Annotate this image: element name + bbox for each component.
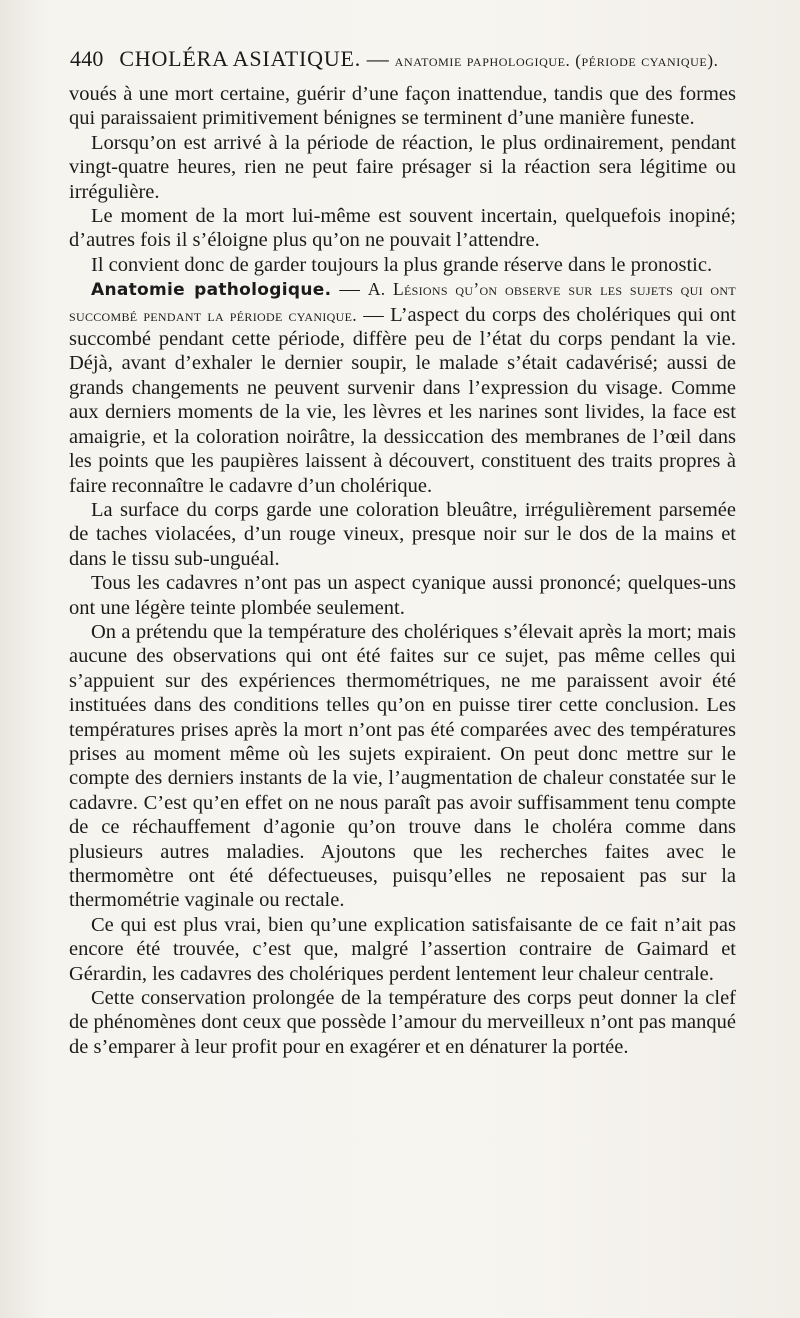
paragraph: Il convient donc de garder toujours la plus grande réserve dans le pronostic. [91, 253, 713, 276]
paragraph: On a prétendu que la température des cholériques s’élevait après la mort; mais aucune des observations qui ont été faites sur ce sujet, pas même celles qui s’appuient sur des expériences thermométriques, ne me paraissent avoir été instituées dans des conditions telles qu’on en puisse tirer cette conclusion. Les températures prises après la mort n’ont pas été comparées avec des températures prises au moment même où les sujets expiraient. On peut donc mettre sur le compte des derniers instants de la vie, l’augmentation de chaleur constatée sur le cadavre. C’est qu’en effet on ne nous paraît pas avoir suffisamment tenu compte de ce réchauffement d’agonie qu’on trouve dans le choléra comme dans plusieurs autres maladies. Ajoutons que les recherches faites avec le thermomètre ont été défectueuses, puisqu’elles ne reposaient pas sur la thermométrie vaginale ou rectale. [69, 620, 736, 912]
page-body [69, 82, 736, 1059]
page-number: 440 [70, 46, 104, 71]
section-title: Anatomie pathologique. [91, 280, 332, 301]
header-separator: — [366, 46, 389, 71]
section-dash: — [331, 278, 368, 301]
paragraph: Lorsqu’on est arrivé à la période de réaction, le plus ordinairement, pendant vingt-quatre heures, rien ne peut faire présager si la réaction sera légitime ou irrégulière. [69, 131, 736, 203]
header-subtitle: anatomie paphologique. (période cyanique). [394, 51, 719, 70]
running-header [70, 46, 740, 74]
paragraph: Le moment de la mort lui-même est souvent incertain, quelquefois inopiné; d’autres fois il s’éloigne plus qu’on ne pouvait l’attendre. [69, 205, 736, 252]
paragraph: Tous les cadavres n’ont pas un aspect cyanique aussi prononcé; quelques-uns ont une légère teinte plombée seulement. [69, 572, 736, 619]
section-subtitle: A. Lésions qu’on observe sur les sujets qui ont succombé pendant la période cyanique. [69, 279, 736, 325]
section-paragraph [69, 277, 736, 498]
paragraph: La surface du corps garde une coloration bleuâtre, irrégulièrement parsemée de taches violacées, d’un rouge vineux, presque noir sur le dos de la mains et dans le tissu sub-unguéal. [69, 498, 736, 570]
section-text: — L’aspect du corps des cholériques qui ont succombé pendant cette période, diffère peu de l’état du corps pendant la vie. Déjà, avant d’exhaler le dernier soupir, le malade s’était cadavérisé; aussi de grands changements ne peuvent survenir dans l’expression du visage. Comme aux derniers moments de la vie, les lèvres et les narines sont livides, la face est amaigrie, et la coloration noirâtre, la dessiccation des membranes de l’œil dans les points que les paupières laissent à découvert, constituent des traits propres à faire reconnaître le cadavre d’un cholérique. [69, 303, 736, 497]
header-title: CHOLÉRA ASIATIQUE. [119, 46, 362, 71]
paragraph: Cette conservation prolongée de la température des corps peut donner la clef de phénomènes dont ceux que possède l’amour du merveilleux n’ont pas manqué de s’emparer à leur profit pour en exagérer et en dénaturer la portée. [69, 987, 736, 1058]
paragraph: Ce qui est plus vrai, bien qu’une explication satisfaisante de ce fait n’ait pas encore été trouvée, c’est que, malgré l’assertion contraire de Gaimard et Gérardin, les cadavres des cholériques perdent lentement leur chaleur centrale. [69, 913, 736, 985]
paragraph-continued: voués à une mort certaine, guérir d’une façon inattendue, tandis que des formes qui paraissaient primitivement bénignes se terminent d’une manière funeste. [69, 83, 736, 130]
